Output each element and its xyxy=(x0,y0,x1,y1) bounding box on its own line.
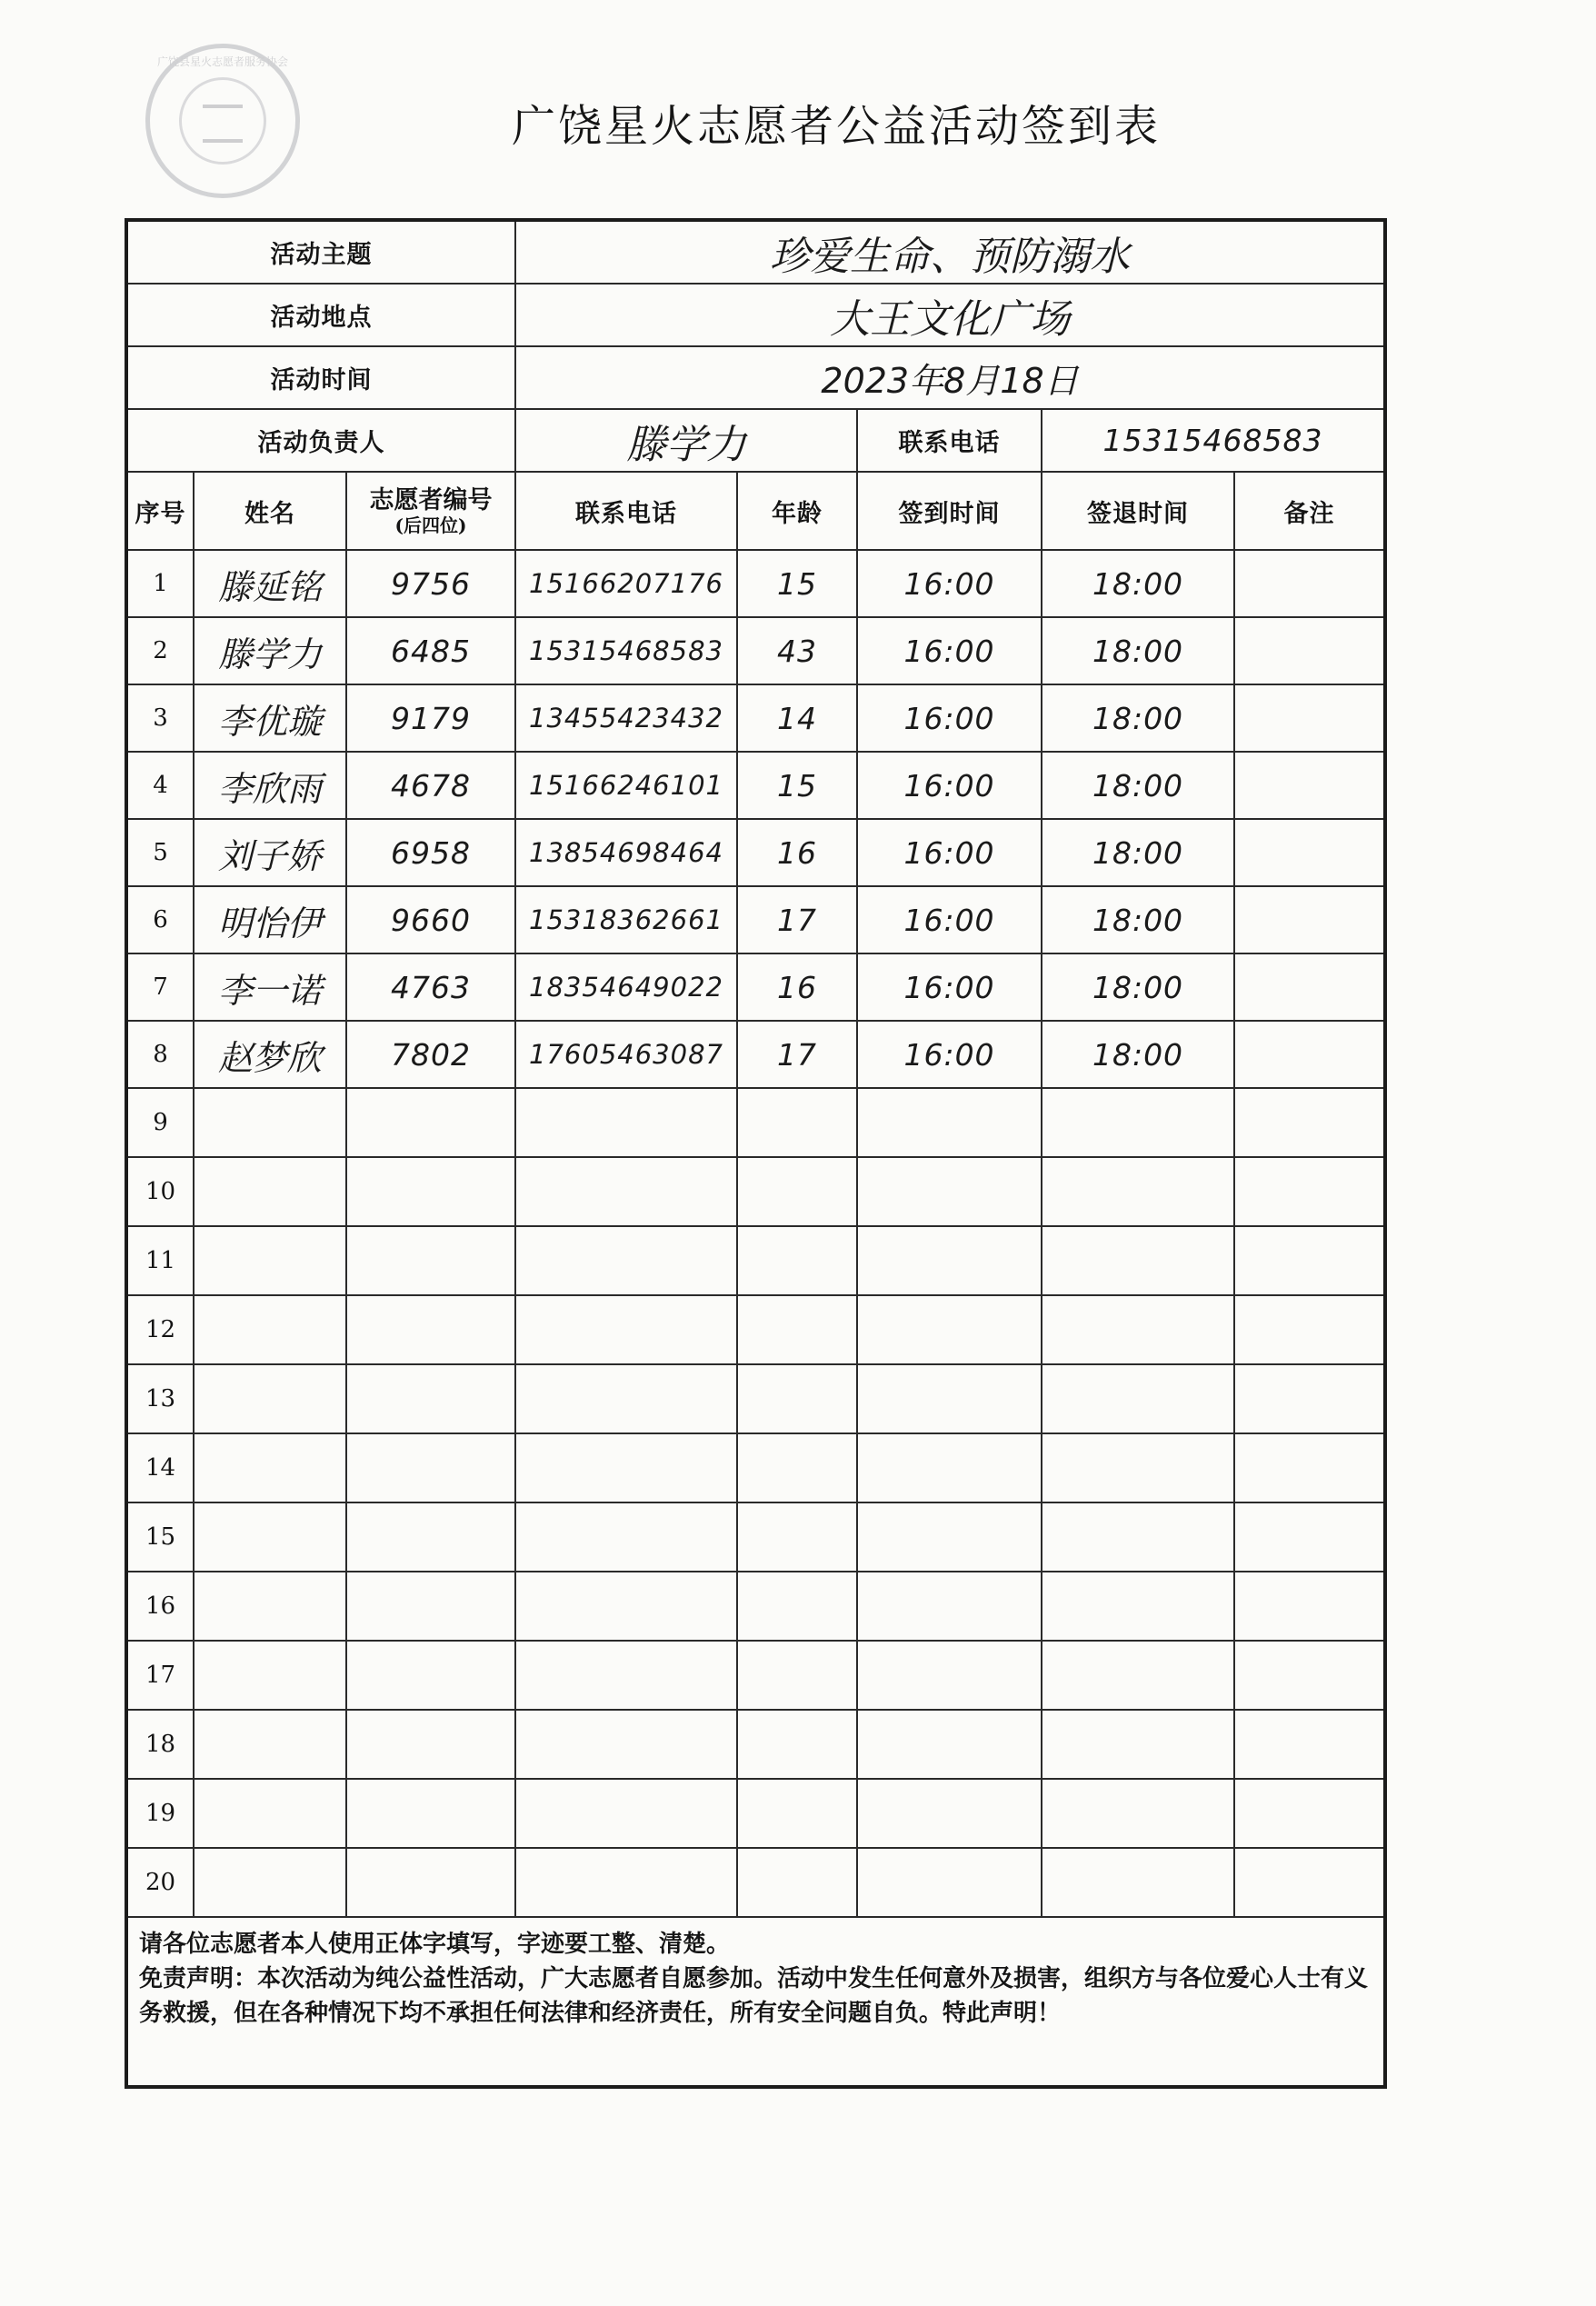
sign-in-table xyxy=(125,218,1387,2089)
row-name: 李优璇 xyxy=(194,684,346,752)
seal-text: 广饶县星火志愿者服务协会 xyxy=(156,55,288,68)
row-checkin: 16:00 xyxy=(857,953,1042,1021)
row-checkin: 16:00 xyxy=(857,886,1042,953)
row-name: 明怡伊 xyxy=(194,886,346,953)
location-value: 大王文化广场 xyxy=(515,284,1385,346)
row-checkout: 18:00 xyxy=(1042,684,1234,752)
row-checkout: 18:00 xyxy=(1042,819,1234,886)
time-value: 2023年8月18日 xyxy=(515,346,1385,409)
table-row xyxy=(126,953,1385,1021)
row-seq: 8 xyxy=(126,1021,194,1088)
row-remark xyxy=(1234,617,1385,684)
row-seq: 20 xyxy=(126,1848,194,1917)
row-checkout: 18:00 xyxy=(1042,1021,1234,1088)
info-row-location xyxy=(126,284,1385,346)
row-seq: 10 xyxy=(126,1157,194,1226)
row-seq: 5 xyxy=(126,819,194,886)
table-row-empty xyxy=(126,1433,1385,1502)
table-row-empty xyxy=(126,1088,1385,1157)
row-remark xyxy=(1234,886,1385,953)
row-phone: 15166246101 xyxy=(515,752,737,819)
leader-label: 活动负责人 xyxy=(126,409,515,472)
row-age: 16 xyxy=(737,953,857,1021)
row-checkin: 16:00 xyxy=(857,617,1042,684)
row-checkin: 16:00 xyxy=(857,752,1042,819)
theme-label: 活动主题 xyxy=(126,220,515,284)
row-age: 16 xyxy=(737,819,857,886)
row-checkout: 18:00 xyxy=(1042,886,1234,953)
table-row xyxy=(126,550,1385,617)
table-row-empty xyxy=(126,1779,1385,1848)
col-vol-id xyxy=(346,472,515,550)
row-seq: 6 xyxy=(126,886,194,953)
table-row xyxy=(126,617,1385,684)
col-vol-id-label: 志愿者编号 xyxy=(369,486,493,514)
row-phone: 13854698464 xyxy=(515,819,737,886)
table-row-empty xyxy=(126,1295,1385,1364)
row-seq: 12 xyxy=(126,1295,194,1364)
info-row-theme xyxy=(126,220,1385,284)
row-seq: 14 xyxy=(126,1433,194,1502)
row-seq: 17 xyxy=(126,1641,194,1710)
row-phone: 17605463087 xyxy=(515,1021,737,1088)
row-vol-id: 9660 xyxy=(346,886,515,953)
col-seq: 序号 xyxy=(126,472,194,550)
row-vol-id: 9756 xyxy=(346,550,515,617)
table-row xyxy=(126,1021,1385,1088)
row-name: 滕延铭 xyxy=(194,550,346,617)
time-label: 活动时间 xyxy=(126,346,515,409)
col-age: 年龄 xyxy=(737,472,857,550)
col-checkout: 签退时间 xyxy=(1042,472,1234,550)
row-phone: 18354649022 xyxy=(515,953,737,1021)
row-checkin: 16:00 xyxy=(857,819,1042,886)
page-title: 广饶星火志愿者公益活动签到表 xyxy=(511,101,1161,152)
row-name: 滕学力 xyxy=(194,617,346,684)
row-seq: 9 xyxy=(126,1088,194,1157)
table-row-empty xyxy=(126,1364,1385,1433)
row-phone: 13455423432 xyxy=(515,684,737,752)
row-seq: 4 xyxy=(126,752,194,819)
table-row-empty xyxy=(126,1226,1385,1295)
row-checkin: 16:00 xyxy=(857,1021,1042,1088)
row-seq: 15 xyxy=(126,1502,194,1572)
col-phone: 联系电话 xyxy=(515,472,737,550)
table-row-empty xyxy=(126,1157,1385,1226)
theme-value: 珍爱生命、预防溺水 xyxy=(515,220,1385,284)
row-seq: 13 xyxy=(126,1364,194,1433)
organization-seal xyxy=(145,44,300,198)
leader-phone-label: 联系电话 xyxy=(857,409,1042,472)
row-seq: 19 xyxy=(126,1779,194,1848)
row-age: 15 xyxy=(737,752,857,819)
row-remark xyxy=(1234,752,1385,819)
row-age: 17 xyxy=(737,1021,857,1088)
col-name: 姓名 xyxy=(194,472,346,550)
row-age: 15 xyxy=(737,550,857,617)
table-row-empty xyxy=(126,1572,1385,1641)
row-name: 李欣雨 xyxy=(194,752,346,819)
row-age: 14 xyxy=(737,684,857,752)
footer-notes xyxy=(126,1917,1385,2087)
col-vol-id-sub: (后四位) xyxy=(394,514,467,536)
location-label: 活动地点 xyxy=(126,284,515,346)
row-seq: 7 xyxy=(126,953,194,1021)
table-row-empty xyxy=(126,1848,1385,1917)
leader-phone-value: 15315468583 xyxy=(1042,409,1385,472)
row-age: 17 xyxy=(737,886,857,953)
col-checkin: 签到时间 xyxy=(857,472,1042,550)
table-row xyxy=(126,684,1385,752)
row-seq: 16 xyxy=(126,1572,194,1641)
leader-value: 滕学力 xyxy=(515,409,857,472)
row-remark xyxy=(1234,684,1385,752)
row-remark xyxy=(1234,953,1385,1021)
table-row-empty xyxy=(126,1641,1385,1710)
row-name: 李一诺 xyxy=(194,953,346,1021)
info-row-leader xyxy=(126,409,1385,472)
row-vol-id: 7802 xyxy=(346,1021,515,1088)
table-row xyxy=(126,752,1385,819)
row-checkout: 18:00 xyxy=(1042,550,1234,617)
row-remark xyxy=(1234,1021,1385,1088)
row-vol-id: 9179 xyxy=(346,684,515,752)
row-checkout: 18:00 xyxy=(1042,752,1234,819)
row-vol-id: 6958 xyxy=(346,819,515,886)
row-seq: 18 xyxy=(126,1710,194,1779)
row-phone: 15318362661 xyxy=(515,886,737,953)
row-seq: 1 xyxy=(126,550,194,617)
row-checkin: 16:00 xyxy=(857,550,1042,617)
column-header-row xyxy=(126,472,1385,550)
footer-row xyxy=(126,1917,1385,2087)
row-checkin: 16:00 xyxy=(857,684,1042,752)
row-remark xyxy=(1234,550,1385,617)
row-vol-id: 4763 xyxy=(346,953,515,1021)
table-row xyxy=(126,819,1385,886)
table-row-empty xyxy=(126,1710,1385,1779)
fill-in-notice: 请各位志愿者本人使用正体字填写，字迹要工整、清楚。 xyxy=(139,1931,731,1958)
row-checkout: 18:00 xyxy=(1042,953,1234,1021)
row-vol-id: 6485 xyxy=(346,617,515,684)
table-row-empty xyxy=(126,1502,1385,1572)
row-checkout: 18:00 xyxy=(1042,617,1234,684)
row-phone: 15166207176 xyxy=(515,550,737,617)
row-seq: 11 xyxy=(126,1226,194,1295)
row-seq: 2 xyxy=(126,617,194,684)
row-name: 赵梦欣 xyxy=(194,1021,346,1088)
disclaimer: 免责声明：本次活动为纯公益性活动，广大志愿者自愿参加。活动中发生任何意外及损害，组织方与各位爱心人士有义务救援，但在各种情况下均不承担任何法律和经济责任，所有安全问题自负。特此声明！ xyxy=(139,1965,1369,2027)
row-remark xyxy=(1234,819,1385,886)
row-name: 刘子娇 xyxy=(194,819,346,886)
info-row-time xyxy=(126,346,1385,409)
table-row xyxy=(126,886,1385,953)
row-vol-id: 4678 xyxy=(346,752,515,819)
row-seq: 3 xyxy=(126,684,194,752)
row-age: 43 xyxy=(737,617,857,684)
col-remark: 备注 xyxy=(1234,472,1385,550)
seal-emblem xyxy=(203,105,243,143)
row-phone: 15315468583 xyxy=(515,617,737,684)
